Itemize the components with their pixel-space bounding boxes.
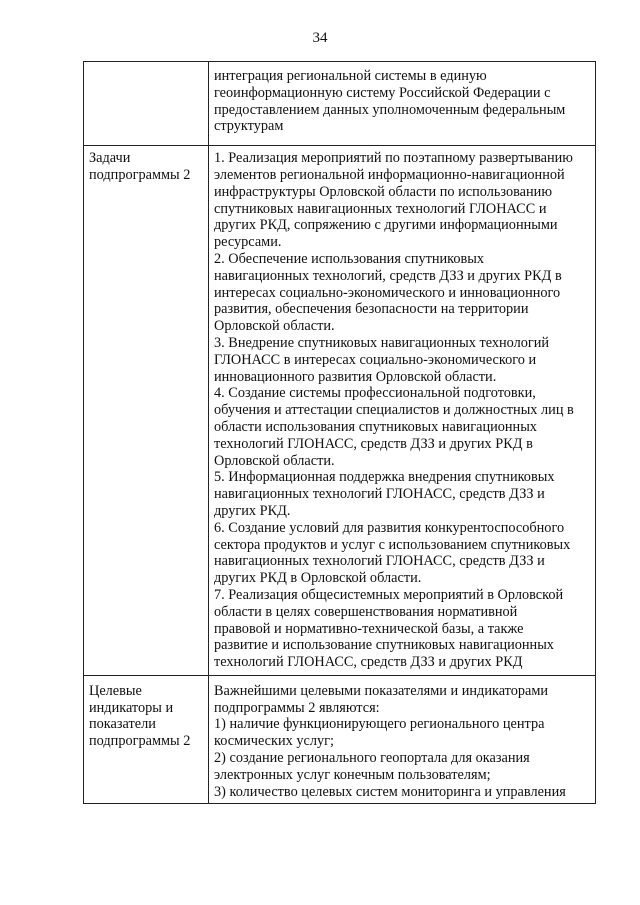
- text-line: навигационных технологий, средств ДЗЗ и других РКД в: [214, 267, 562, 284]
- label-line: Задачи: [89, 150, 131, 167]
- label-line: показатели: [89, 716, 156, 733]
- label-line: Целевые: [89, 682, 142, 699]
- text-line: ресурсами.: [214, 234, 282, 251]
- text-line: области в целях совершенствования нормативной: [214, 603, 518, 620]
- text-line: навигационных технологий ГЛОНАСС, средств ДЗЗ и: [214, 553, 545, 570]
- program-table: [83, 61, 596, 804]
- text-line: технологий ГЛОНАСС, средств ДЗЗ и других РКД в: [214, 435, 533, 452]
- text-line: 3) количество целевых систем мониторинга и управления: [214, 783, 566, 800]
- text-line: подпрограммы 2 являются:: [214, 699, 380, 716]
- row-content-cell: [209, 146, 596, 676]
- text-line: спутниковых навигационных технологий ГЛОНАСС и: [214, 200, 547, 217]
- text-line: 7. Реализация общесистемных мероприятий в Орловской: [214, 586, 564, 603]
- text-line: 4. Создание системы профессиональной подготовки,: [214, 385, 536, 402]
- text-line: навигационных технологий ГЛОНАСС, средств ДЗЗ и: [214, 486, 545, 503]
- text-line: других РКД, сопряжению с другими информационными: [214, 217, 558, 234]
- table-row-indicators: [84, 675, 596, 804]
- text-line: 1. Реализация мероприятий по поэтапному развертыванию: [214, 150, 573, 167]
- text-line: интересах социально-экономического и инновационного: [214, 284, 561, 301]
- row-content-cell: [209, 62, 596, 146]
- text-line: элементов региональной информационно-навигационной: [214, 166, 565, 183]
- text-line: других РКД в Орловской области.: [214, 570, 422, 587]
- text-line: 2. Обеспечение использования спутниковых: [214, 250, 485, 267]
- text-line: обучения и аттестации специалистов и должностных лиц в: [214, 402, 574, 419]
- text-line: правовой и нормативно-технической базы, а также: [214, 620, 524, 637]
- text-line: электронных услуг конечным пользователям;: [214, 766, 491, 783]
- text-line: сектора продуктов и услуг с использованием спутниковых: [214, 536, 571, 553]
- text-line: 2) создание регионального геопортала для оказания: [214, 750, 530, 767]
- text-line: области использования спутниковых навигационных: [214, 418, 537, 435]
- text-line: Орловской области.: [214, 318, 335, 335]
- table-row-continuation: [84, 62, 596, 146]
- text-line: 5. Информационная поддержка внедрения спутниковых: [214, 469, 555, 486]
- text-line: геоинформационную систему Российской Федерации с: [214, 84, 551, 101]
- text-line: развития, обеспечения безопасности на территории: [214, 301, 529, 318]
- text-line: инфраструктуры Орловской области по использованию: [214, 183, 553, 200]
- row-label-cell: [84, 675, 209, 804]
- label-line: подпрограммы 2: [89, 733, 191, 750]
- text-line: ГЛОНАСС в интересах социально-экономического и: [214, 351, 537, 368]
- text-line: 1) наличие функционирующего регионального центра: [214, 716, 545, 733]
- text-line: космических услуг;: [214, 733, 334, 750]
- text-line: Важнейшими целевыми показателями и индикаторами: [214, 682, 549, 699]
- table-row-tasks: [84, 146, 596, 676]
- row-label-cell: [84, 62, 209, 146]
- page-number: 34: [312, 30, 328, 46]
- text-line: других РКД.: [214, 502, 291, 519]
- text-line: предоставлением данных уполномоченным федеральным: [214, 101, 566, 118]
- text-line: технологий ГЛОНАСС, средств ДЗЗ и других РКД: [214, 654, 523, 671]
- text-line: Орловской области.: [214, 452, 335, 469]
- text-line: инновационного развития Орловской области.: [214, 368, 497, 385]
- label-line: подпрограммы 2: [89, 166, 191, 183]
- text-line: 3. Внедрение спутниковых навигационных технологий: [214, 334, 550, 351]
- text-line: 6. Создание условий для развития конкурентоспособного: [214, 519, 565, 536]
- row-content-cell: [209, 675, 596, 804]
- text-line: интеграция региональной системы в единую: [214, 68, 487, 84]
- label-line: индикаторы и: [89, 699, 174, 716]
- row-label-cell: [84, 146, 209, 676]
- text-line: развитие и использование спутниковых навигационных: [214, 637, 554, 654]
- text-line: структурам: [214, 118, 284, 135]
